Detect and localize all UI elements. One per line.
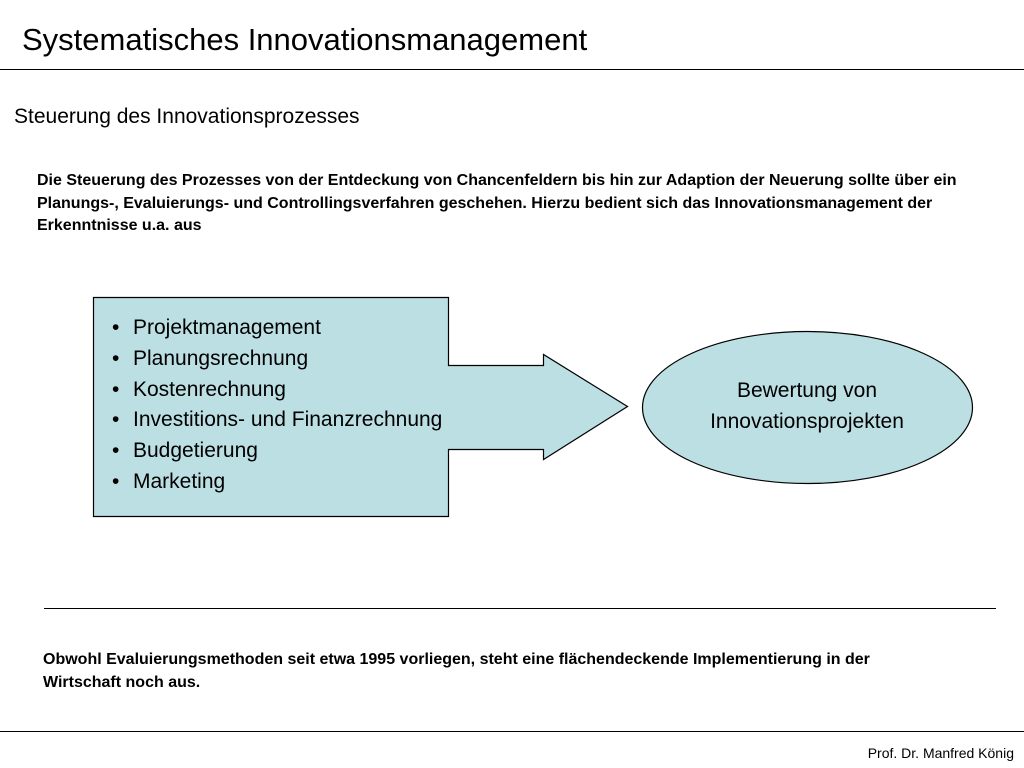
- slide-title: Systematisches Innovationsmanagement: [22, 22, 588, 57]
- target-label-line-2: Innovationsprojekten: [710, 410, 904, 433]
- footnote-paragraph: Obwohl Evaluierungsmethoden seit etwa 1995 vorliegen, steht eine flächendeckende Implementierung in der Wirtschaft noch aus.: [43, 651, 870, 691]
- target-ellipse-label: [642, 375, 972, 437]
- intro-paragraph: Die Steuerung des Prozesses von der Entdeckung von Chancenfeldern bis hin zur Adaption der Neuerung sollte über ein Planungs-, Evaluierungs- und Controllingsverfahren geschehen. Hierzu bedient sich das Innovationsmanagement der Erkenntnisse u.a. aus: [37, 172, 957, 234]
- content-divider: [44, 608, 996, 609]
- source-bullet-list: [112, 313, 442, 498]
- author-credit: Prof. Dr. Manfred König: [867, 745, 1014, 761]
- list-item: • Projektmanagement: [112, 313, 442, 344]
- list-item: • Marketing: [112, 467, 442, 498]
- slide-subtitle: Steuerung des Innovationsprozesses: [14, 105, 360, 128]
- list-item: • Planungsrechnung: [112, 344, 442, 375]
- footer-divider: [0, 731, 1024, 732]
- list-item: • Budgetierung: [112, 436, 442, 467]
- list-item: • Investitions- und Finanzrechnung: [112, 405, 442, 436]
- list-item: • Kostenrechnung: [112, 375, 442, 406]
- target-label-line-1: Bewertung von: [736, 379, 878, 402]
